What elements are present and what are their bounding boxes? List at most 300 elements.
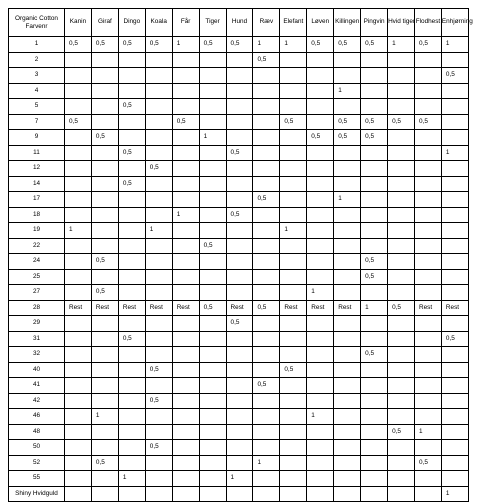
table-cell: 0,5 (253, 300, 280, 316)
table-cell (145, 269, 172, 285)
table-row (9, 347, 469, 363)
row-label: 41 (9, 378, 65, 394)
table-cell (91, 176, 118, 192)
table-row (9, 130, 469, 146)
table-cell (145, 83, 172, 99)
table-cell (307, 254, 334, 270)
table-cell (307, 192, 334, 208)
table-cell (226, 393, 253, 409)
table-cell (91, 393, 118, 409)
table-cell (118, 254, 145, 270)
table-cell (280, 378, 307, 394)
table-cell (414, 83, 441, 99)
table-cell: 0,5 (334, 37, 361, 53)
table-cell (414, 285, 441, 301)
table-cell (361, 99, 388, 115)
table-cell (441, 393, 468, 409)
table-cell (307, 176, 334, 192)
table-cell (172, 440, 199, 456)
table-cell (172, 254, 199, 270)
table-cell: 0,5 (361, 114, 388, 130)
table-cell (280, 486, 307, 502)
table-cell (414, 52, 441, 68)
table-cell (65, 471, 92, 487)
table-cell: 0,5 (307, 37, 334, 53)
table-row (9, 192, 469, 208)
table-cell (334, 393, 361, 409)
table-cell (280, 99, 307, 115)
row-label: 11 (9, 145, 65, 161)
table-cell: 0,5 (334, 130, 361, 146)
table-cell (91, 99, 118, 115)
table-cell (334, 285, 361, 301)
table-cell (118, 130, 145, 146)
row-label: 19 (9, 223, 65, 239)
table-row (9, 455, 469, 471)
table-cell: 0,5 (253, 378, 280, 394)
table-cell (334, 269, 361, 285)
table-cell (118, 223, 145, 239)
header-cell: Hvid tiger (388, 9, 415, 37)
table-cell (361, 238, 388, 254)
table-cell (172, 285, 199, 301)
table-cell (441, 52, 468, 68)
color-table (8, 8, 473, 502)
table-cell: 0,5 (145, 440, 172, 456)
table-cell (91, 145, 118, 161)
table-row (9, 207, 469, 223)
table-cell: 1 (118, 471, 145, 487)
table-row (9, 440, 469, 456)
table-cell (65, 316, 92, 332)
table-cell: 1 (253, 37, 280, 53)
table-cell (361, 378, 388, 394)
table-cell (172, 424, 199, 440)
table-cell (199, 440, 226, 456)
table-cell (145, 52, 172, 68)
table-cell (145, 207, 172, 223)
row-label: Shiny Hvidguld (9, 486, 65, 502)
table-cell (280, 207, 307, 223)
table-cell: 0,5 (145, 393, 172, 409)
table-cell: 0,5 (226, 145, 253, 161)
table-cell (226, 52, 253, 68)
table-cell (118, 440, 145, 456)
table-cell: 0,5 (199, 300, 226, 316)
table-cell (253, 331, 280, 347)
table-cell: Rest (226, 300, 253, 316)
table-cell (388, 285, 415, 301)
table-cell (414, 486, 441, 502)
table-cell: 1 (334, 192, 361, 208)
table-cell (91, 486, 118, 502)
table-cell (145, 424, 172, 440)
table-cell: 0,5 (361, 130, 388, 146)
table-cell: 0,5 (91, 37, 118, 53)
table-row (9, 223, 469, 239)
table-cell (388, 269, 415, 285)
table-row (9, 331, 469, 347)
table-cell (441, 254, 468, 270)
table-cell (441, 440, 468, 456)
table-cell (414, 440, 441, 456)
table-cell (253, 471, 280, 487)
table-cell (145, 114, 172, 130)
table-cell (414, 347, 441, 363)
header-cell: Pingvin (361, 9, 388, 37)
row-label: 2 (9, 52, 65, 68)
table-cell (361, 223, 388, 239)
table-cell (253, 285, 280, 301)
table-cell (280, 316, 307, 332)
table-cell (145, 176, 172, 192)
table-row (9, 362, 469, 378)
table-cell (65, 347, 92, 363)
table-cell: 0,5 (199, 37, 226, 53)
row-label: 46 (9, 409, 65, 425)
table-cell (226, 285, 253, 301)
table-cell (441, 269, 468, 285)
row-label: 52 (9, 455, 65, 471)
table-cell (307, 99, 334, 115)
table-cell (334, 347, 361, 363)
table-cell (441, 316, 468, 332)
table-cell (414, 68, 441, 84)
table-cell (226, 455, 253, 471)
table-cell (253, 409, 280, 425)
table-cell (199, 455, 226, 471)
table-cell: Rest (280, 300, 307, 316)
table-cell (253, 161, 280, 177)
table-cell (65, 145, 92, 161)
table-cell (118, 486, 145, 502)
table-cell (253, 254, 280, 270)
table-row (9, 300, 469, 316)
row-label: 29 (9, 316, 65, 332)
row-label: 4 (9, 83, 65, 99)
table-cell (118, 316, 145, 332)
table-cell (388, 409, 415, 425)
table-row (9, 285, 469, 301)
row-label: 22 (9, 238, 65, 254)
table-cell (226, 83, 253, 99)
table-cell (226, 409, 253, 425)
table-cell (280, 347, 307, 363)
table-row (9, 269, 469, 285)
table-cell (118, 347, 145, 363)
table-cell: 0,5 (388, 300, 415, 316)
table-cell (65, 238, 92, 254)
table-cell (199, 207, 226, 223)
table-row (9, 409, 469, 425)
table-cell (65, 486, 92, 502)
table-cell (307, 145, 334, 161)
table-cell: 0,5 (199, 238, 226, 254)
table-row (9, 424, 469, 440)
table-cell (91, 347, 118, 363)
table-cell (226, 161, 253, 177)
table-cell (145, 68, 172, 84)
header-cell: Enhjørning (441, 9, 468, 37)
table-cell (441, 285, 468, 301)
table-cell (388, 331, 415, 347)
table-cell (199, 161, 226, 177)
table-cell (253, 440, 280, 456)
table-cell (414, 254, 441, 270)
table-cell (226, 192, 253, 208)
table-cell: 0,5 (118, 331, 145, 347)
table-cell (145, 285, 172, 301)
table-cell (65, 161, 92, 177)
table-cell (334, 316, 361, 332)
table-cell (199, 471, 226, 487)
table-cell (91, 114, 118, 130)
table-cell (280, 471, 307, 487)
table-cell (226, 331, 253, 347)
row-label: 9 (9, 130, 65, 146)
row-label: 50 (9, 440, 65, 456)
table-cell (199, 316, 226, 332)
table-cell: 0,5 (253, 52, 280, 68)
table-cell: 0,5 (145, 362, 172, 378)
table-cell (414, 409, 441, 425)
table-cell (414, 223, 441, 239)
header-cell: Flodhest (414, 9, 441, 37)
table-cell (145, 409, 172, 425)
table-cell (441, 362, 468, 378)
table-cell (65, 285, 92, 301)
table-cell: 0,5 (118, 145, 145, 161)
table-cell (253, 362, 280, 378)
table-cell (65, 378, 92, 394)
header-cell: Får (172, 9, 199, 37)
table-cell (414, 238, 441, 254)
table-cell (414, 207, 441, 223)
table-cell: 1 (65, 223, 92, 239)
table-cell (388, 68, 415, 84)
table-cell (441, 238, 468, 254)
table-cell (441, 99, 468, 115)
table-cell (280, 52, 307, 68)
table-cell (199, 285, 226, 301)
table-cell (361, 161, 388, 177)
table-cell (145, 471, 172, 487)
table-cell (145, 316, 172, 332)
table-cell (226, 238, 253, 254)
table-row (9, 316, 469, 332)
table-cell (199, 269, 226, 285)
table-cell (199, 347, 226, 363)
table-cell (334, 52, 361, 68)
table-cell (172, 238, 199, 254)
table-cell (280, 68, 307, 84)
table-cell (388, 393, 415, 409)
table-cell (334, 455, 361, 471)
row-label: 28 (9, 300, 65, 316)
table-cell (414, 362, 441, 378)
table-cell: Rest (172, 300, 199, 316)
table-cell: 0,5 (388, 424, 415, 440)
table-cell (414, 130, 441, 146)
table-cell (307, 207, 334, 223)
row-label: 31 (9, 331, 65, 347)
row-label: 48 (9, 424, 65, 440)
table-cell (145, 331, 172, 347)
table-cell (226, 254, 253, 270)
table-cell (280, 424, 307, 440)
table-cell (65, 192, 92, 208)
header-cell: Elefant (280, 9, 307, 37)
table-cell (226, 176, 253, 192)
table-cell (334, 362, 361, 378)
table-cell: 1 (172, 37, 199, 53)
table-cell (307, 393, 334, 409)
table-cell (172, 68, 199, 84)
row-label: 27 (9, 285, 65, 301)
table-row (9, 238, 469, 254)
table-cell (172, 269, 199, 285)
table-cell (280, 440, 307, 456)
table-cell (145, 145, 172, 161)
table-cell (91, 331, 118, 347)
table-cell (441, 83, 468, 99)
table-cell (307, 83, 334, 99)
table-cell (226, 130, 253, 146)
table-cell (199, 99, 226, 115)
table-cell (280, 269, 307, 285)
table-cell (361, 68, 388, 84)
table-cell (388, 254, 415, 270)
table-cell (65, 130, 92, 146)
table-cell (199, 192, 226, 208)
table-cell (334, 440, 361, 456)
row-label: 1 (9, 37, 65, 53)
table-cell (307, 52, 334, 68)
table-cell (65, 83, 92, 99)
table-cell (414, 316, 441, 332)
table-cell (361, 285, 388, 301)
table-cell: Rest (65, 300, 92, 316)
table-cell (118, 52, 145, 68)
row-label: 25 (9, 269, 65, 285)
table-cell (65, 52, 92, 68)
table-row (9, 486, 469, 502)
table-cell (253, 347, 280, 363)
table-row (9, 161, 469, 177)
table-cell (199, 331, 226, 347)
table-cell (388, 238, 415, 254)
table-cell (226, 424, 253, 440)
table-row (9, 471, 469, 487)
table-cell (280, 176, 307, 192)
table-cell (145, 238, 172, 254)
table-cell (226, 378, 253, 394)
table-cell (172, 83, 199, 99)
table-cell (253, 486, 280, 502)
table-cell (334, 223, 361, 239)
table-cell (65, 409, 92, 425)
table-cell (145, 486, 172, 502)
table-cell: 1 (253, 455, 280, 471)
table-cell (145, 99, 172, 115)
table-cell: 1 (361, 300, 388, 316)
table-cell (414, 378, 441, 394)
table-cell: 0,5 (441, 68, 468, 84)
row-label: 5 (9, 99, 65, 115)
table-cell: 0,5 (307, 130, 334, 146)
table-cell: Rest (118, 300, 145, 316)
table-cell (118, 114, 145, 130)
table-cell (172, 471, 199, 487)
table-cell (307, 440, 334, 456)
table-cell (172, 316, 199, 332)
table-cell (65, 254, 92, 270)
table-cell: 1 (199, 130, 226, 146)
table-cell (334, 176, 361, 192)
table-cell (307, 331, 334, 347)
table-cell (199, 362, 226, 378)
table-cell: 1 (388, 37, 415, 53)
table-cell (388, 176, 415, 192)
table-cell (307, 378, 334, 394)
table-cell (334, 68, 361, 84)
table-cell (334, 409, 361, 425)
table-cell (118, 424, 145, 440)
table-cell: 0,5 (91, 130, 118, 146)
table-cell (334, 471, 361, 487)
table-cell: 0,5 (361, 347, 388, 363)
table-cell: 1 (91, 409, 118, 425)
table-cell (414, 269, 441, 285)
table-cell (118, 378, 145, 394)
table-cell (145, 455, 172, 471)
table-cell (172, 409, 199, 425)
table-cell (172, 362, 199, 378)
header-cell: Kanin (65, 9, 92, 37)
table-cell: 1 (307, 285, 334, 301)
table-cell: 0,5 (91, 254, 118, 270)
table-cell: 1 (145, 223, 172, 239)
table-cell (118, 362, 145, 378)
table-cell (118, 207, 145, 223)
row-label: 55 (9, 471, 65, 487)
table-cell (253, 393, 280, 409)
table-cell: 0,5 (414, 455, 441, 471)
table-cell (91, 238, 118, 254)
table-cell (388, 378, 415, 394)
table-cell (361, 207, 388, 223)
table-cell (280, 409, 307, 425)
table-cell (65, 99, 92, 115)
table-cell (441, 176, 468, 192)
table-cell (361, 83, 388, 99)
table-cell (307, 471, 334, 487)
table-cell (145, 378, 172, 394)
table-cell (253, 68, 280, 84)
table-cell (118, 192, 145, 208)
table-cell (388, 207, 415, 223)
table-cell (253, 223, 280, 239)
table-cell (91, 223, 118, 239)
row-label: 32 (9, 347, 65, 363)
table-cell: 0,5 (172, 114, 199, 130)
table-cell (307, 362, 334, 378)
table-cell (226, 114, 253, 130)
table-cell (361, 52, 388, 68)
table-cell (199, 393, 226, 409)
table-cell (172, 455, 199, 471)
table-cell (226, 362, 253, 378)
